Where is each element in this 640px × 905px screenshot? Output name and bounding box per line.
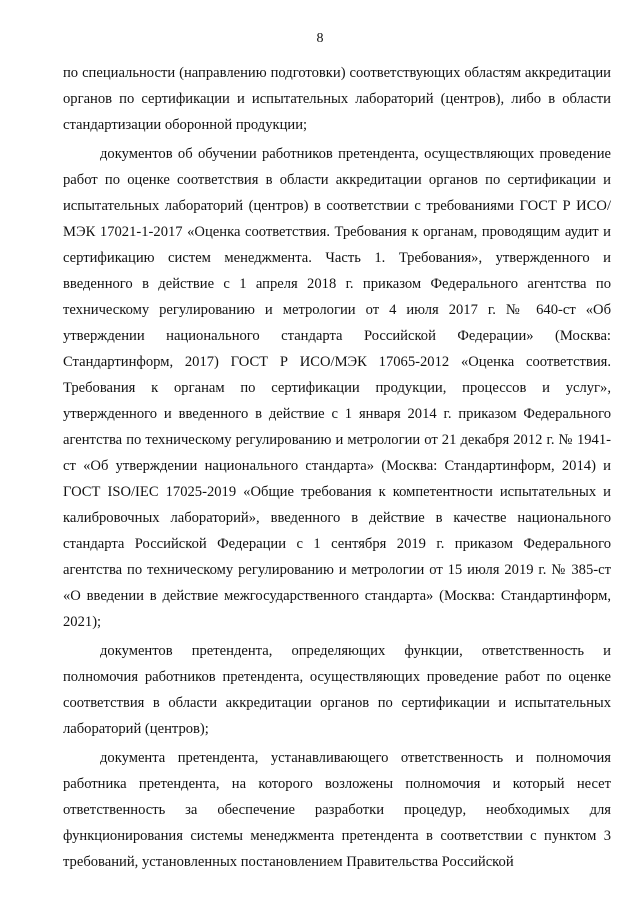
page-number: 8	[316, 31, 324, 46]
paragraph: по специальности (направлению подготовки) соответствующих областям аккредитации органов по сертификации и испытательных лабораторий (центров), либо в области стандартизации оборонной продукции;	[63, 65, 611, 133]
document-body	[63, 60, 611, 878]
paragraph: документов об обучении работников претендента, осуществляющих проведение работ по оценке соответствия в области аккредитации органов по сертификации и испытательных лабораторий (центров) в соответствии с требованиями ГОСТ Р ИСО/МЭК 17021-1-2017 «Оценка соответствия. Требования к органам, проводящим аудит и сертификацию систем менеджмента. Часть 1. Требования», утвержденного и введенного в действие с 1 апреля 2018 г. приказом Федерального агентства по техническому регулированию и метрологии от 4 июля 2017 г. № 640-ст «Об утверждении национального стандарта Российской Федерации» (Москва: Стандартинформ, 2017) ГОСТ Р ИСО/МЭК 17065-2012 «Оценка соответствия. Требования к органам по сертификации продукции, процессов и услуг», утвержденного и введенного в действие с 1 января 2014 г. приказом Федерального агентства по техническому регулированию и метрологии от 21 декабря 2012 г. № 1941-ст «Об утверждении национального стандарта» (Москва: Стандартинформ, 2014) и ГОСТ ISO/IEC 17025-2019 «Общие требования к компетентности испытательных и калибровочных лабораторий», введенного в действие в качестве национального стандарта Российской Федерации с 1 сентября 2019 г. приказом Федерального агентства по техническому регулированию и метрологии от 15 июля 2019 г. № 385-ст «О введении в действие межгосударственного стандарта» (Москва: Стандартинформ, 2021);	[63, 146, 611, 630]
paragraph: документа претендента, устанавливающего ответственность и полномочия работника претендента, на которого возложены полномочия и который несет ответственность за обеспечение разработки процедур, необходимых для функционирования системы менеджмента претендента в соответствии с пунктом 3 требований, установленных постановлением Правительства Российской	[63, 750, 611, 870]
paragraph: документов претендента, определяющих функции, ответственность и полномочия работников претендента, осуществляющих проведение работ по оценке соответствия в области аккредитации органов по сертификации и испытательных лабораторий (центров);	[63, 643, 611, 737]
